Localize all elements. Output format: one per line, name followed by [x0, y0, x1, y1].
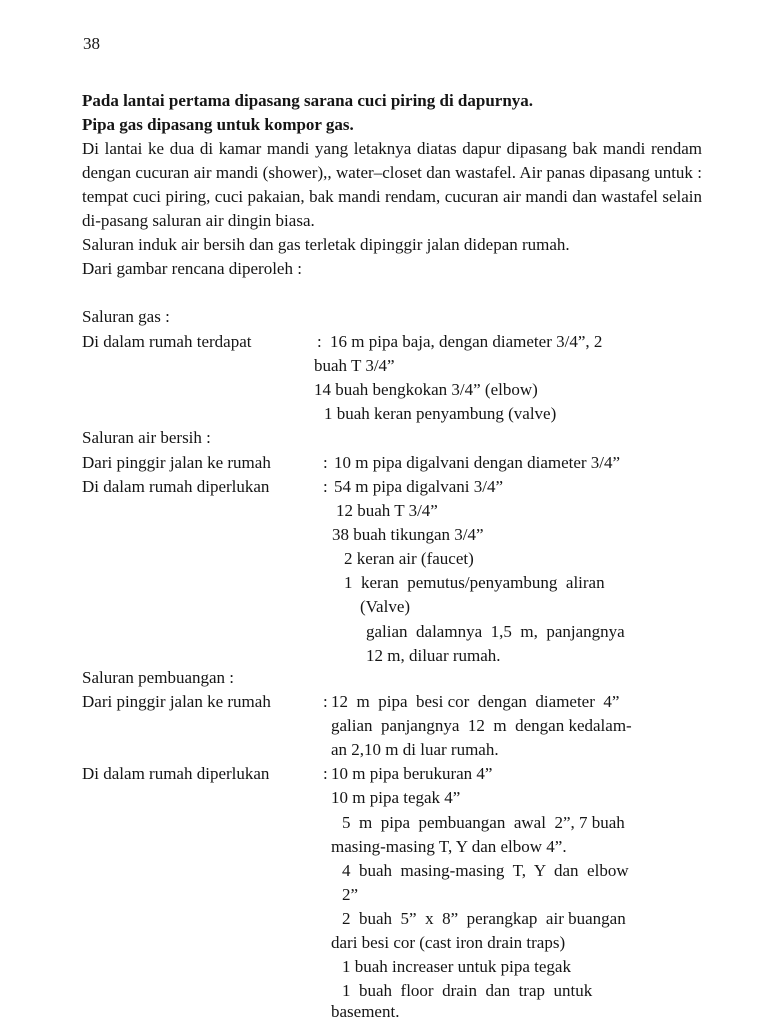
gas-item-pipa-baja: 16 m pipa baja, dengan diameter 3/4”, 2 [330, 332, 603, 351]
water-item-valve-cont: (Valve) [360, 597, 411, 616]
drain-item-four: 4 buah masing-masing T, Y dan elbow [342, 861, 629, 880]
gas-item-keran: 1 buah keran penyambung (valve) [324, 404, 557, 423]
water-item-t: 12 buah T 3/4” [336, 501, 438, 520]
intro-line: Saluran induk air bersih dan gas terletak dipinggir jalan didepan rumah. [82, 235, 570, 254]
water-item-valve: 1 keran pemutus/penyambung aliran [344, 573, 605, 592]
intro-section [82, 89, 702, 281]
water-value-2: 54 m pipa digalvani 3/4” [334, 477, 504, 496]
page-number: 38 [83, 34, 100, 53]
water-label-1: Dari pinggir jalan ke rumah [82, 453, 271, 472]
water-item-galian: galian dalamnya 1,5 m, panjangnya [366, 622, 625, 641]
gas-item-pipa-baja-cont: buah T 3/4” [314, 356, 395, 375]
water-value-1: 10 m pipa digalvani dengan diameter 3/4” [334, 453, 621, 472]
water-item-tikungan: 38 buah tikungan 3/4” [332, 525, 484, 544]
intro-bold-line: Pada lantai pertama dipasang sarana cuci piring di dapurnya. [82, 91, 534, 110]
drain-value-2: 10 m pipa berukuran 4” [331, 764, 493, 783]
water-item-galian-cont: 12 m, diluar rumah. [366, 646, 501, 665]
drain-value-1: 12 m pipa besi cor dengan diameter 4” [331, 692, 620, 711]
gas-item-bengkokan: 14 buah bengkokan 3/4” (elbow) [314, 380, 538, 399]
water-colon-1: : [323, 453, 328, 472]
drain-value-1-cont: galian panjangnya 12 m dengan kedalam- [331, 716, 632, 735]
water-heading: Saluran air bersih : [82, 428, 211, 447]
water-item-keran: 2 keran air (faucet) [344, 549, 474, 568]
drain-colon-1: : [323, 692, 328, 711]
drain-item-tegak: 10 m pipa tegak 4” [331, 788, 461, 807]
intro-bold-line: Pipa gas dipasang untuk kompor gas. [82, 115, 354, 134]
intro-line: Dari gambar rencana diperoleh : [82, 259, 302, 278]
drain-label-2: Di dalam rumah diperlukan [82, 764, 270, 783]
gas-heading: Saluran gas : [82, 307, 170, 326]
drain-item-trap-cont: dari besi cor (cast iron drain traps) [331, 933, 566, 952]
drain-value-1-cont2: an 2,10 m di luar rumah. [331, 740, 499, 759]
drain-item-awal-cont: masing-masing T, Y dan elbow 4”. [331, 837, 567, 856]
drain-item-four-cont: 2” [342, 885, 359, 904]
gas-colon: : [317, 332, 322, 351]
drain-item-increaser: 1 buah increaser untuk pipa tegak [342, 957, 571, 976]
drain-heading: Saluran pembuangan : [82, 668, 235, 687]
intro-paragraph: Di lantai ke dua di kamar mandi yang letaknya diatas dapur dipasang bak mandi rendam dengan cucuran air mandi (shower),, water–closet dan wastafel. Air panas dipasang untuk : tempat cuci piring, cuci pakaian, bak mandi rendam, cucuran air mandi dan wastafel selain di-pasang saluran air dingin biasa. [82, 139, 702, 230]
drain-item-trap: 2 buah 5” x 8” perangkap air buangan [342, 909, 626, 928]
water-colon-2: : [323, 477, 328, 496]
drain-item-floor: 1 buah floor drain dan trap untuk [342, 981, 593, 1000]
drain-item-awal: 5 m pipa pembuangan awal 2”, 7 buah [342, 813, 625, 832]
water-label-2: Di dalam rumah diperlukan [82, 477, 270, 496]
drain-label-1: Dari pinggir jalan ke rumah [82, 692, 271, 711]
drain-item-floor-cont: basement. [331, 1002, 400, 1021]
gas-label: Di dalam rumah terdapat [82, 332, 252, 351]
drain-colon-2: : [323, 764, 328, 783]
